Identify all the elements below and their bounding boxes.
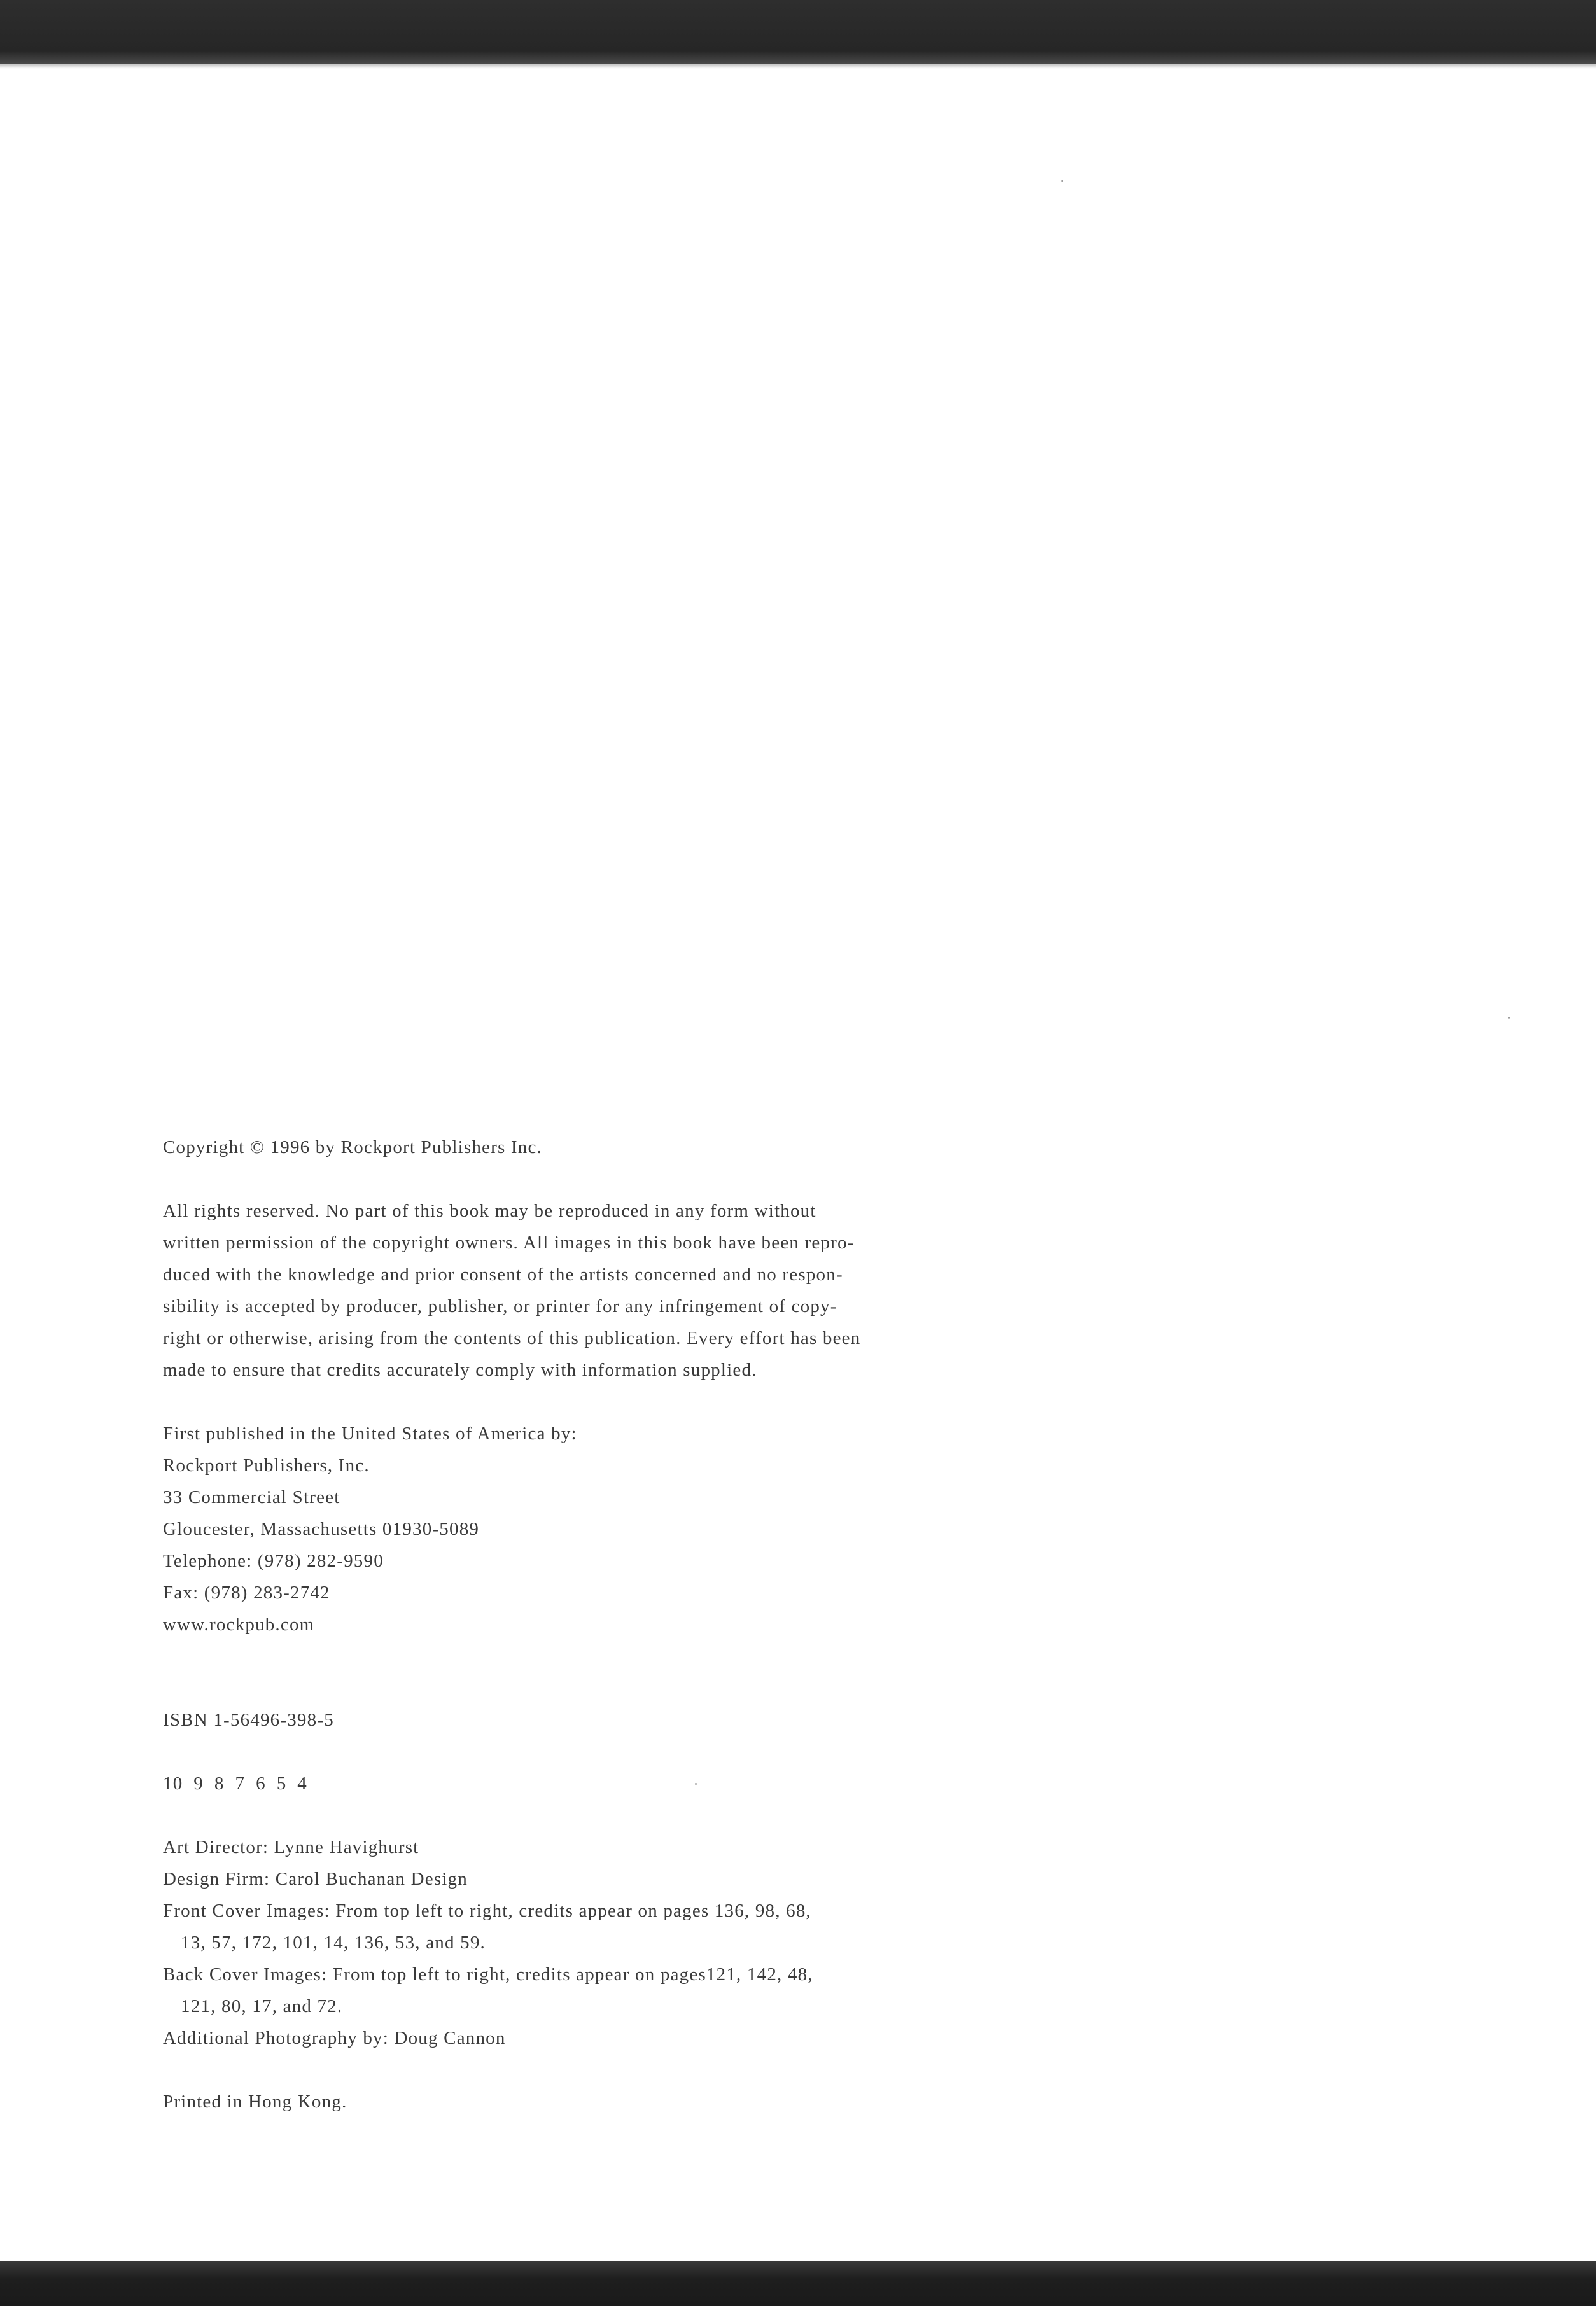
copyright-page-text [163, 1131, 1092, 2118]
copyright-line: Copyright © 1996 by Rockport Publishers Inc. [163, 1137, 542, 1157]
publisher-city: Gloucester, Massachusetts 01930-5089 [163, 1519, 480, 1539]
printed-in-block [163, 2086, 1092, 2118]
printing-line: 10 9 8 7 6 5 4 [163, 1773, 307, 1794]
publisher-address-block [163, 1418, 1092, 1640]
rights-line: right or otherwise, arising from the contents of this publication. Every effort has been [163, 1328, 861, 1348]
scan-edge-top [0, 0, 1596, 64]
publisher-fax: Fax: (978) 283-2742 [163, 1583, 330, 1603]
rights-line: written permission of the copyright owners. All images in this book have been repro- [163, 1233, 855, 1253]
scan-speck [1508, 1017, 1510, 1019]
scan-speck [1061, 180, 1063, 182]
art-director-credit: Art Director: Lynne Havighurst [163, 1837, 419, 1857]
publisher-website: www.rockpub.com [163, 1614, 315, 1635]
publisher-telephone: Telephone: (978) 282-9590 [163, 1551, 384, 1571]
credits-block [163, 1831, 1092, 2054]
isbn: ISBN 1-56496-398-5 [163, 1710, 334, 1730]
front-cover-credit: Front Cover Images: From top left to right, credits appear on pages 136, 98, 68, [163, 1901, 811, 1921]
publisher-name: Rockport Publishers, Inc. [163, 1455, 370, 1476]
rights-paragraph [163, 1195, 1092, 1386]
printing-line-block [163, 1768, 1092, 1799]
design-firm-credit: Design Firm: Carol Buchanan Design [163, 1869, 468, 1889]
isbn-block [163, 1704, 1092, 1736]
scan-edge-bottom [0, 2261, 1596, 2306]
printed-in: Printed in Hong Kong. [163, 2092, 347, 2112]
rights-line: sibility is accepted by producer, publisher, or printer for any infringement of copy- [163, 1296, 837, 1317]
front-cover-credit-pages: 13, 57, 172, 101, 14, 136, 53, and 59. [181, 1932, 486, 1953]
rights-line: duced with the knowledge and prior consent of the artists concerned and no respon- [163, 1264, 843, 1285]
copyright-block [163, 1131, 1092, 1163]
rights-line: All rights reserved. No part of this book may be reproduced in any form without [163, 1201, 816, 1221]
publisher-intro: First published in the United States of America by: [163, 1423, 577, 1444]
rights-line: made to ensure that credits accurately comply with information supplied. [163, 1360, 757, 1380]
back-cover-credit-pages: 121, 80, 17, and 72. [181, 1996, 343, 2016]
additional-photography-credit: Additional Photography by: Doug Cannon [163, 2028, 506, 2048]
publisher-street: 33 Commercial Street [163, 1487, 340, 1507]
back-cover-credit: Back Cover Images: From top left to right, credits appear on pages121, 142, 48, [163, 1964, 813, 1985]
